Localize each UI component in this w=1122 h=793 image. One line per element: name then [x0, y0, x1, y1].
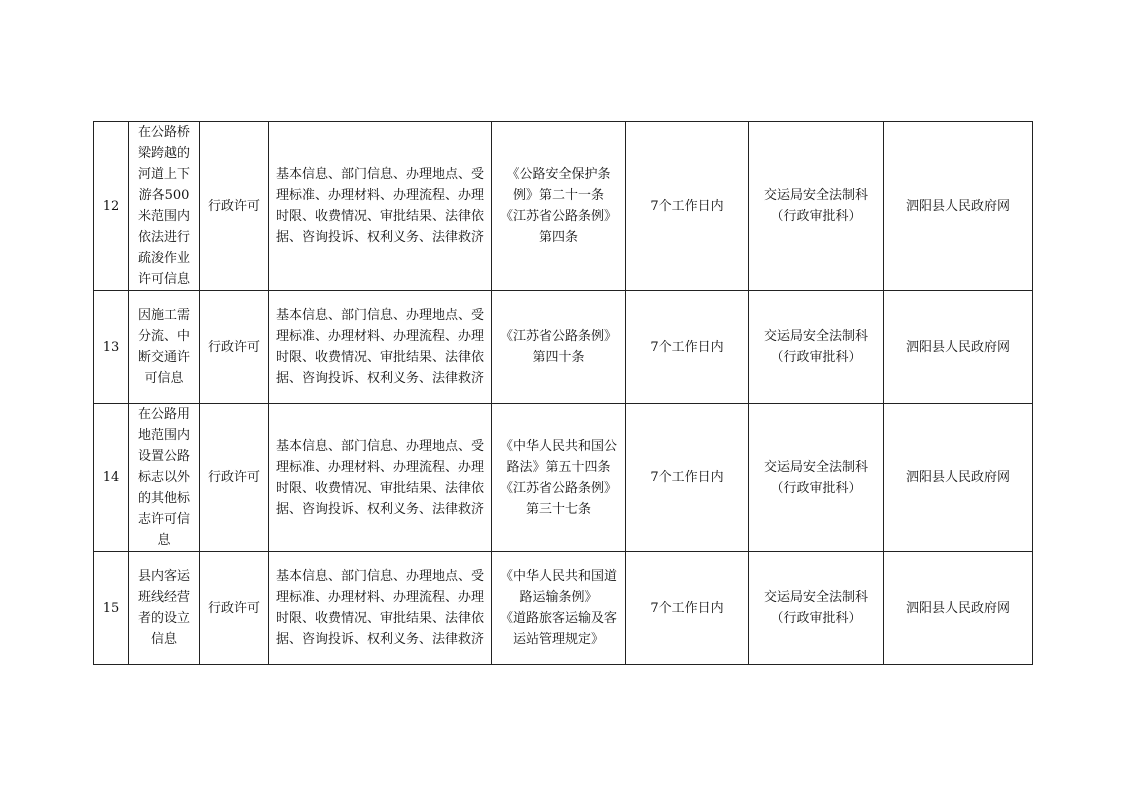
time-limit: 7个工作日内 [626, 552, 749, 665]
legal-basis [492, 404, 626, 552]
department-name: 交运局安全法制科 [763, 188, 868, 203]
disclosure-content: 基本信息、部门信息、办理地点、受理标准、办理材料、办理流程、办理时限、收费情况、审批结果、法律依据、咨询投诉、权利义务、法律救济 [269, 404, 492, 552]
row-number: 13 [94, 291, 129, 404]
item-name: 在公路桥梁跨越的河道上下游各500米范围内依法进行疏浚作业许可信息 [129, 122, 200, 291]
disclosure-content: 基本信息、部门信息、办理地点、受理标准、办理材料、办理流程、办理时限、收费情况、审批结果、法律依据、咨询投诉、权利义务、法律救济 [269, 122, 492, 291]
department-name: 交运局安全法制科 [763, 459, 868, 475]
responsible-department [749, 122, 884, 291]
table-row [94, 404, 1033, 552]
legal-basis-line: 《江苏省公路条例》第三十七条 [499, 480, 617, 517]
item-type: 行政许可 [200, 291, 269, 404]
item-name: 因施工需分流、中断交通许可信息 [129, 291, 200, 404]
disclosure-channel: 泗阳县人民政府网 [884, 404, 1033, 552]
table-row [94, 291, 1033, 404]
item-type: 行政许可 [200, 122, 269, 291]
item-type: 行政许可 [200, 552, 269, 665]
department-name: 交运局安全法制科 [763, 329, 868, 344]
time-limit: 7个工作日内 [626, 404, 749, 552]
time-limit: 7个工作日内 [626, 122, 749, 291]
disclosure-channel: 泗阳县人民政府网 [884, 552, 1033, 665]
legal-basis [492, 291, 626, 404]
responsible-department [749, 291, 884, 404]
table-row [94, 552, 1033, 665]
disclosure-channel: 泗阳县人民政府网 [884, 291, 1033, 404]
legal-basis-line: 《江苏省公路条例》第四条 [499, 209, 617, 245]
disclosure-table [93, 121, 1033, 665]
legal-basis [492, 122, 626, 291]
row-number: 15 [94, 552, 129, 665]
disclosure-content: 基本信息、部门信息、办理地点、受理标准、办理材料、办理流程、办理时限、收费情况、审批结果、法律依据、咨询投诉、权利义务、法律救济 [269, 552, 492, 665]
legal-basis-line: 《公路安全保护条例》第二十一条 [506, 167, 611, 203]
item-name: 县内客运班线经营者的设立信息 [129, 552, 200, 665]
table-row [94, 122, 1033, 291]
department-sub: （行政审批科） [770, 209, 862, 224]
item-type: 行政许可 [200, 404, 269, 552]
department-sub: （行政审批科） [770, 350, 862, 365]
responsible-department [749, 404, 884, 552]
legal-basis-line: 《江苏省公路条例》第四十条 [499, 329, 617, 365]
item-name: 在公路用地范围内设置公路标志以外的其他标志许可信息 [129, 404, 200, 552]
row-number: 14 [94, 404, 129, 552]
department-name: 交运局安全法制科 [763, 590, 868, 605]
legal-basis [492, 552, 626, 665]
legal-basis-line: 《中华人民共和国公路法》第五十四条 [499, 438, 617, 475]
legal-basis-line: 《道路旅客运输及客运站管理规定》 [499, 611, 617, 647]
responsible-department [749, 552, 884, 665]
department-sub: （行政审批科） [770, 480, 862, 496]
legal-basis-line: 《中华人民共和国道路运输条例》 [499, 569, 617, 605]
department-sub: （行政审批科） [770, 611, 862, 626]
disclosure-channel: 泗阳县人民政府网 [884, 122, 1033, 291]
disclosure-content: 基本信息、部门信息、办理地点、受理标准、办理材料、办理流程、办理时限、收费情况、审批结果、法律依据、咨询投诉、权利义务、法律救济 [269, 291, 492, 404]
row-number: 12 [94, 122, 129, 291]
time-limit: 7个工作日内 [626, 291, 749, 404]
